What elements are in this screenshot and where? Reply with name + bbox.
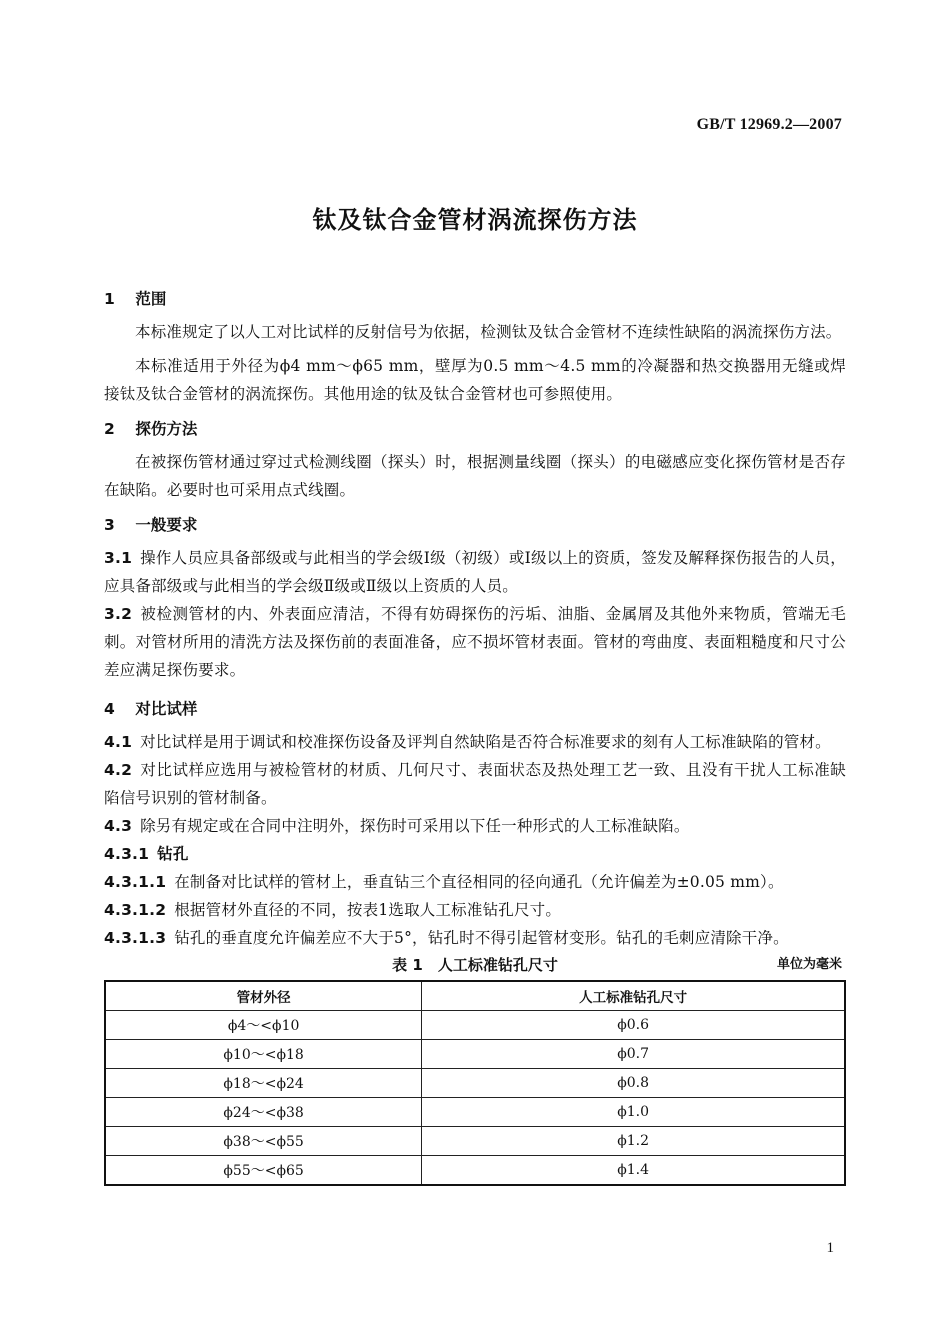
- clause-number: 4.3.1.2: [104, 901, 167, 919]
- clause-number: 4.3.1.1: [104, 873, 167, 891]
- clause-number: 4.1: [104, 733, 133, 751]
- table-cell-hole-size: ϕ1.4: [422, 1156, 845, 1186]
- clause-text: 在制备对比试样的管材上，垂直钻三个直径相同的径向通孔（允许偏差为±0.05 mm）。: [174, 873, 784, 891]
- section-3-heading: [104, 510, 846, 540]
- clause-4-3-1: [104, 840, 846, 868]
- clause-number: 4.2: [104, 761, 133, 779]
- table-row: [105, 1040, 845, 1069]
- table-row: [105, 1156, 845, 1186]
- clause-number: 3.2: [104, 605, 133, 623]
- section-number: 4: [104, 700, 115, 718]
- clause-3-1: [104, 544, 846, 600]
- table-row: [105, 1127, 845, 1156]
- section-title: 范围: [135, 290, 167, 308]
- clause-4-3: [104, 812, 846, 840]
- document-title: 钛及钛合金管材涡流探伤方法: [312, 206, 638, 234]
- section-1-paragraph-2: 本标准适用于外径为ϕ4 mm～ϕ65 mm，壁厚为0.5 mm～4.5 mm的冷凝器和热交换器用无缝或焊接钛及钛合金管材的涡流探伤。其他用途的钛及钛合金管材也可参照使用。: [104, 357, 846, 403]
- column-header-hole-size: 人工标准钻孔尺寸: [422, 981, 845, 1011]
- clause-number: 4.3.1: [104, 845, 150, 863]
- clause-title: 钻孔: [157, 845, 189, 863]
- clause-3-2: [104, 600, 846, 684]
- clause-4-3-1-1: [104, 868, 846, 896]
- clause-4-2: [104, 756, 846, 812]
- table-row: [105, 1069, 845, 1098]
- clause-text: 除另有规定或在合同中注明外，探伤时可采用以下任一种形式的人工标准缺陷。: [140, 817, 690, 835]
- section-title: 一般要求: [135, 516, 198, 534]
- clause-4-1: [104, 728, 846, 756]
- section-number: 3: [104, 516, 115, 534]
- table-cell-hole-size: ϕ1.0: [422, 1098, 845, 1127]
- page-number: 1: [826, 1240, 834, 1256]
- table-cell-diameter: ϕ18～<ϕ24: [105, 1069, 422, 1098]
- clause-text: 钻孔的垂直度允许偏差应不大于5°，钻孔时不得引起管材变形。钻孔的毛刺应清除干净。: [174, 929, 789, 947]
- standard-number: GB/T 12969.2—2007: [696, 116, 842, 133]
- section-number: 2: [104, 420, 115, 438]
- table-row: [105, 1011, 845, 1040]
- table-cell-diameter: ϕ10～<ϕ18: [105, 1040, 422, 1069]
- table-1-caption: 表 1 人工标准钻孔尺寸: [392, 956, 558, 974]
- table-1-caption-row: [104, 952, 846, 978]
- clause-number: 4.3.1.3: [104, 929, 167, 947]
- column-header-outer-diameter: 管材外径: [105, 981, 422, 1011]
- section-2-heading: [104, 414, 846, 444]
- section-1-heading: [104, 284, 846, 314]
- clause-text: 对比试样是用于调试和校准探伤设备及评判自然缺陷是否符合标准要求的刻有人工标准缺陷的管材。: [140, 733, 831, 751]
- table-cell-hole-size: ϕ0.7: [422, 1040, 845, 1069]
- clause-4-3-1-3: [104, 924, 846, 952]
- clause-text: 根据管材外直径的不同，按表1选取人工标准钻孔尺寸。: [174, 901, 562, 919]
- clause-4-3-1-2: [104, 896, 846, 924]
- section-title: 探伤方法: [135, 420, 198, 438]
- table-cell-diameter: ϕ38～<ϕ55: [105, 1127, 422, 1156]
- clause-text: 操作人员应具备部级或与此相当的学会级Ⅰ级（初级）或Ⅰ级以上的资质，签发及解释探伤报告的人员，应具备部级或与此相当的学会级Ⅱ级或Ⅱ级以上资质的人员。: [104, 549, 846, 595]
- table-cell-diameter: ϕ55～<ϕ65: [105, 1156, 422, 1186]
- table-1: [104, 980, 846, 1186]
- clause-text: 被检测管材的内、外表面应清洁，不得有妨碍探伤的污垢、油脂、金属屑及其他外来物质，管端无毛刺。对管材所用的清洗方法及探伤前的表面准备，应不损坏管材表面。管材的弯曲度、表面粗糙度和尺寸公差应满足探伤要求。: [104, 605, 846, 679]
- section-2-paragraph-1: 在被探伤管材通过穿过式检测线圈（探头）时，根据测量线圈（探头）的电磁感应变化探伤管材是否存在缺陷。必要时也可采用点式线圈。: [104, 453, 846, 499]
- clause-number: 4.3: [104, 817, 133, 835]
- clause-text: 对比试样应选用与被检管材的材质、几何尺寸、表面状态及热处理工艺一致、且没有干扰人工标准缺陷信号识别的管材制备。: [104, 761, 846, 807]
- table-cell-diameter: ϕ24～<ϕ38: [105, 1098, 422, 1127]
- table-1-unit: 单位为毫米: [776, 957, 842, 972]
- section-4-heading: [104, 694, 846, 724]
- table-header-row: [105, 981, 845, 1011]
- table-cell-hole-size: ϕ0.8: [422, 1069, 845, 1098]
- table-row: [105, 1098, 845, 1127]
- section-1-paragraph-1: 本标准规定了以人工对比试样的反射信号为依据，检测钛及钛合金管材不连续性缺陷的涡流探伤方法。: [135, 323, 842, 341]
- document-body: [104, 282, 846, 1186]
- clause-number: 3.1: [104, 549, 133, 567]
- table-cell-hole-size: ϕ1.2: [422, 1127, 845, 1156]
- section-title: 对比试样: [135, 700, 198, 718]
- table-cell-hole-size: ϕ0.6: [422, 1011, 845, 1040]
- section-number: 1: [104, 290, 115, 308]
- table-cell-diameter: ϕ4～<ϕ10: [105, 1011, 422, 1040]
